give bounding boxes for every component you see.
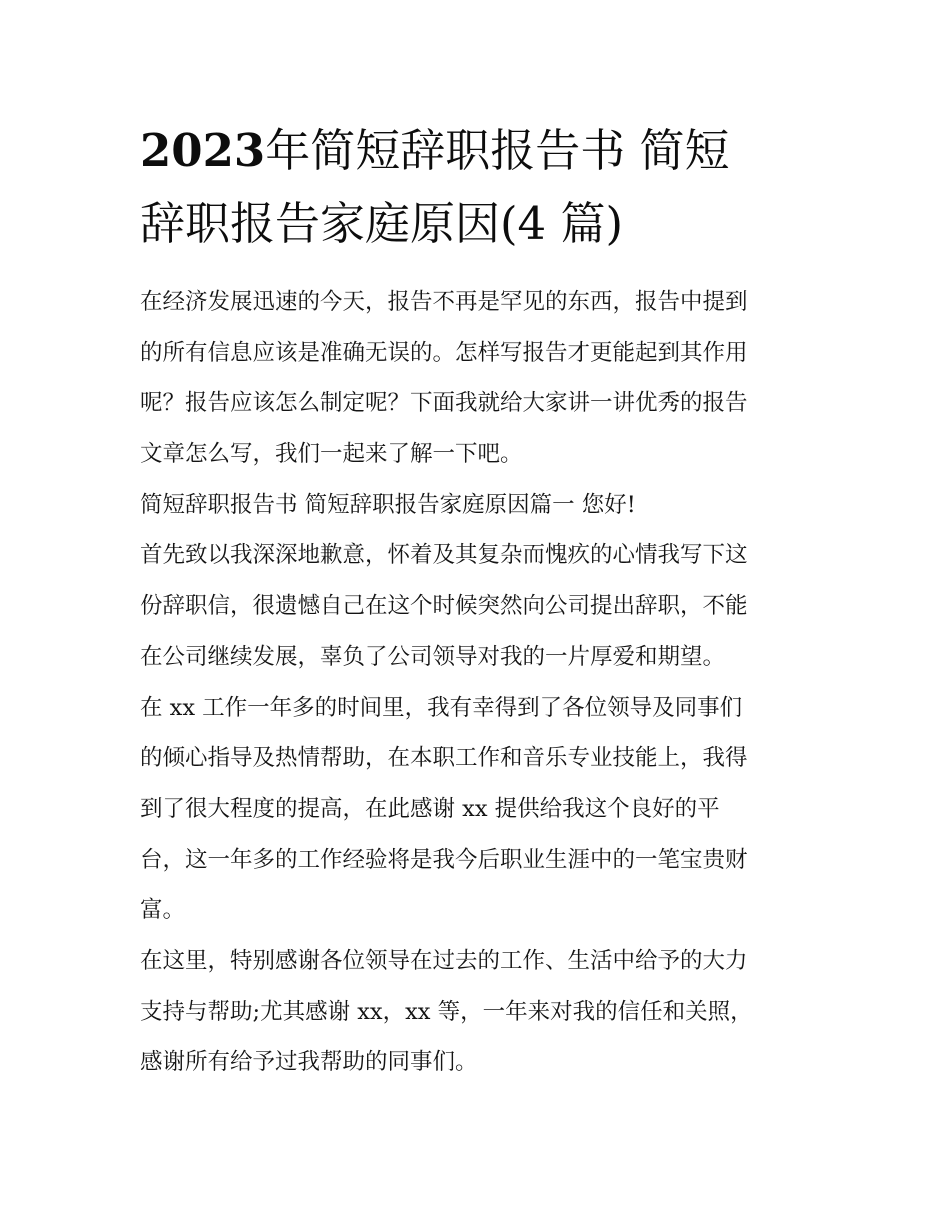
- title-line-1: [140, 114, 820, 187]
- body-line: 在经济发展迅速的今天，报告不再是罕见的东西，报告中提到: [140, 289, 748, 315]
- body-line: 在 xx 工作一年多的时间里，我有幸得到了各位领导及同事们: [140, 694, 743, 721]
- body-line: 份辞职信，很遗憾自己在这个时候突然向公司提出辞职，不能: [140, 593, 748, 620]
- title-line-1-text: 年简短辞职报告书 简短: [265, 124, 730, 177]
- body-line: 的所有信息应该是准确无误的。怎样写报告才更能起到其作用: [140, 339, 748, 366]
- body-line: 台，这一年多的工作经验将是我今后职业生涯中的一笔宝贵财: [140, 846, 748, 873]
- body-line: 呢？报告应该怎么制定呢？下面我就给大家讲一讲优秀的报告: [140, 390, 748, 417]
- document-body: [140, 277, 820, 1088]
- body-line: 感谢所有给予过我帮助的同事们。: [140, 1049, 478, 1076]
- body-line: 文章怎么写，我们一起来了解一下吧。: [140, 441, 523, 468]
- body-line: 到了很大程度的提高，在此感谢 xx 提供给我这个良好的平: [140, 795, 720, 822]
- section-heading-line: 简短辞职报告书 简短辞职报告家庭原因篇一 您好!: [140, 491, 636, 518]
- body-line: 富。: [140, 897, 186, 924]
- document-title: [140, 114, 820, 260]
- body-line: 在这里，特别感谢各位领导在过去的工作、生活中给予的大力: [140, 947, 748, 974]
- title-line-2: [140, 187, 820, 260]
- body-line: 支持与帮助;尤其感谢 xx，xx 等，一年来对我的信任和关照，: [140, 998, 753, 1025]
- body-line: 首先致以我深深地歉意，怀着及其复杂而愧疚的心情我写下这: [140, 542, 748, 569]
- body-line: 的倾心指导及热情帮助，在本职工作和音乐专业技能上，我得: [140, 745, 748, 772]
- title-year: 2023: [140, 124, 266, 177]
- body-line: 在公司继续发展，辜负了公司领导对我的一片厚爱和期望。: [140, 643, 726, 670]
- title-line-2-text: 辞职报告家庭原因(4 篇): [140, 197, 624, 250]
